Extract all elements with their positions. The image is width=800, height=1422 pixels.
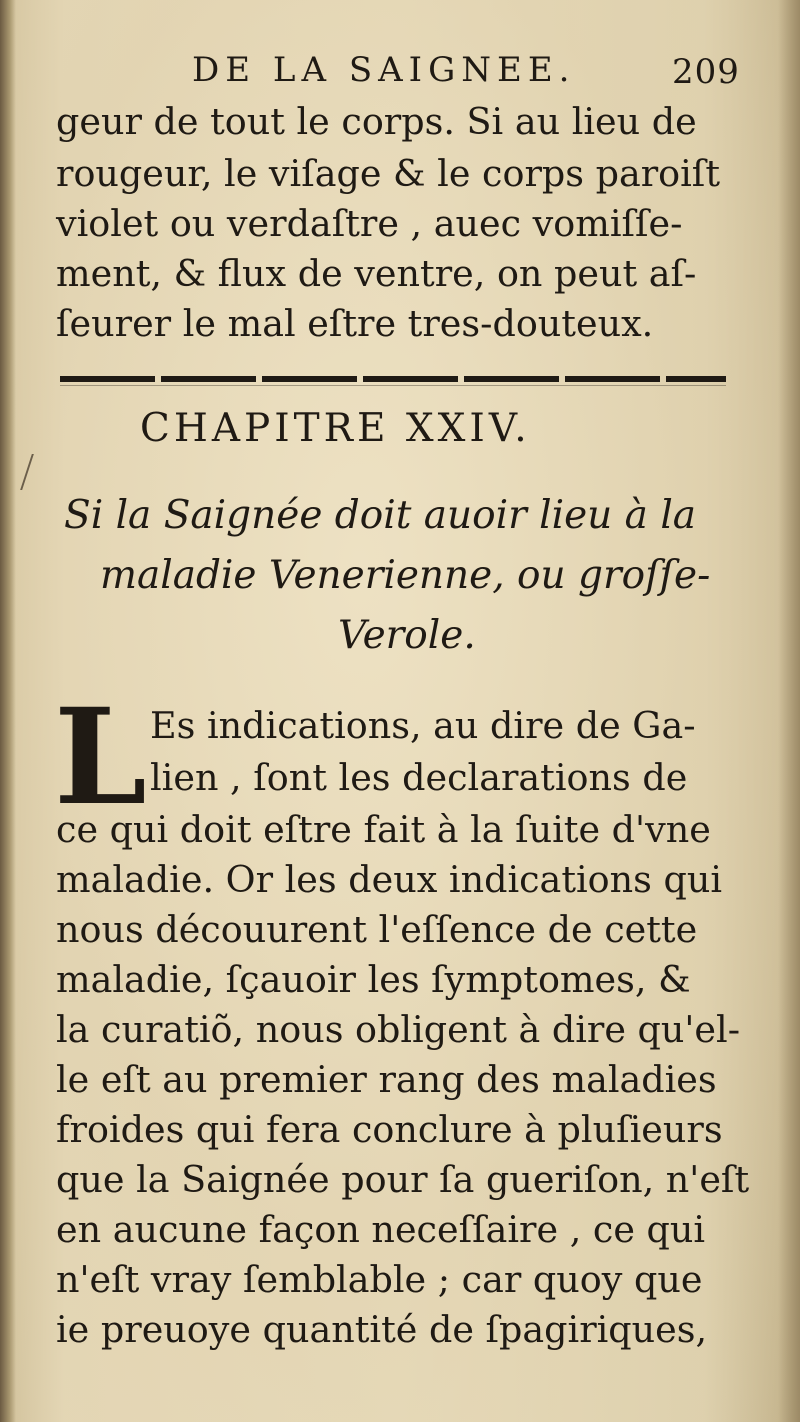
text-line: n'eſt vray ſemblable ; car quoy que: [56, 1258, 703, 1301]
chapter-title-line: Si la Saignée doit auoir lieu à la: [64, 493, 697, 538]
text-line: rougeur, le viſage & le corps paroiſt: [56, 152, 720, 195]
text-line: froides qui fera conclure à pluſieurs: [56, 1108, 723, 1151]
text-line: nous découurent l'eſſence de cette: [56, 908, 698, 951]
text-line: que la Saignée pour ſa gueriſon, n'eſt: [56, 1158, 750, 1201]
text-line: ſeurer le mal eſtre tres-douteux.: [56, 302, 654, 345]
text-line: lien , ſont les declarations de: [150, 756, 688, 799]
text-line: la curatiõ, nous obligent à dire qu'el-: [56, 1008, 741, 1051]
decorative-rule: [60, 376, 726, 382]
running-title: DE LA SAIGNEE.: [192, 50, 576, 90]
text-line: le eſt au premier rang des maladies: [56, 1058, 717, 1101]
margin-mark: [20, 454, 48, 490]
text-line: ie preuoye quantité de ſpagiriques,: [56, 1308, 708, 1351]
text-line: en aucune façon neceſſaire , ce qui: [56, 1208, 706, 1251]
page-number: 209: [672, 52, 740, 92]
text-line: geur de tout le corps. Si au lieu de: [56, 100, 697, 143]
chapter-title-line: maladie Venerienne, ou groſſe-: [100, 553, 711, 598]
text-line: ment, & flux de ventre, on peut aſ-: [56, 252, 697, 295]
drop-cap: L: [54, 680, 147, 835]
chapter-heading: CHAPITRE XXIV.: [140, 406, 531, 451]
text-line: violet ou verdaſtre , auec vomiſſe-: [56, 202, 683, 245]
text-line: Es indications, au dire de Ga-: [150, 704, 696, 747]
text-line: maladie, ſçauoir les ſymptomes, &: [56, 958, 691, 1001]
text-line: maladie. Or les deux indications qui: [56, 858, 723, 901]
text-line: ce qui doit eſtre fait à la ſuite d'vne: [56, 808, 711, 851]
chapter-title-line: Verole.: [338, 613, 476, 658]
